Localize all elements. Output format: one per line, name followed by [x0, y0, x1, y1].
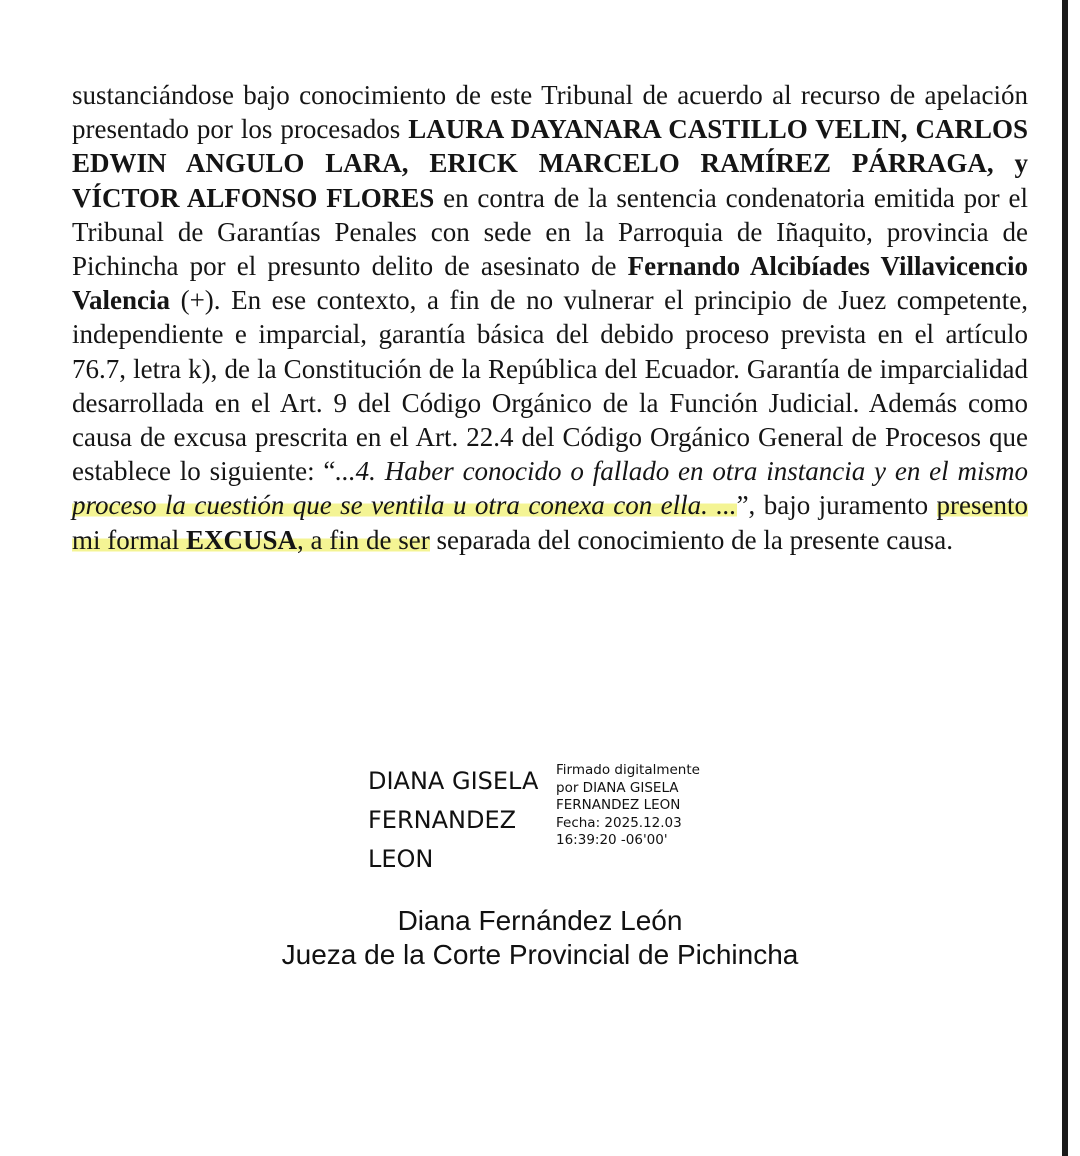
signature-name: [368, 762, 552, 879]
signature-name-line: LEON: [368, 845, 434, 873]
highlight-text-1: presento mi formal: [72, 490, 1028, 555]
signer-block: [200, 904, 880, 972]
victim-name: Fernando Alcibíades Villavicencio Valencia: [72, 251, 1029, 316]
signature-name-line: DIANA GISELA: [368, 767, 539, 795]
signature-name-line: FERNANDEZ: [368, 806, 517, 834]
signature-detail-line: Fecha: 2025.12.03: [556, 814, 682, 831]
signature-detail-line: FERNANDEZ LEON: [556, 797, 681, 813]
page-edge-border: [1062, 0, 1068, 1156]
signer-name: Diana Fernández León: [397, 905, 683, 936]
highlight-text-2: , a fin de ser: [297, 524, 430, 555]
body-text-4: ”, bajo juramento: [736, 490, 937, 521]
signer-title: Jueza de la Corte Provincial de Pichincha: [281, 939, 799, 970]
body-text-1: sustanciándose bajo conocimiento de este Tribunal de acuerdo al recurso de apelación presentado por los procesados: [72, 80, 1028, 145]
body-text-2: en contra de la sentencia condenatoria emitida por el Tribunal de Garantías Penales con sede en la Parroquia de Iñaquito, provincia de Pichincha por el presunto delito de asesinato de: [72, 182, 1028, 282]
body-paragraph: [72, 78, 1028, 557]
accused-names: LAURA DAYANARA CASTILLO VELIN, CARLOS EDWIN ANGULO LARA, ERICK MARCELO RAMÍREZ PÁRRAGA, y VÍCTOR ALFONSO FLORES: [72, 114, 1028, 213]
legal-quote-part-2: proceso la cuestión que se ventila u otra conexa con ella. ...: [72, 490, 737, 521]
excusa-word: EXCUSA: [185, 524, 298, 555]
signature-detail-line: por DIANA GISELA: [556, 779, 679, 796]
signature-detail-line: 16:39:20 -06'00': [556, 832, 668, 848]
legal-quote-part-1: ...4. Haber conocido o fallado en otra instancia y en el mismo: [335, 456, 1028, 487]
digital-signature-block: [368, 762, 788, 882]
body-text-5: separada del conocimiento de la presente causa.: [429, 524, 953, 555]
body-text-3: (+). En ese contexto, a fin de no vulnerar el principio de Juez competente, independiente e imparcial, garantía básica del debido proceso prevista en el artículo 76.7, letra k), de la Constitución de la República del Ecuador. Garantía de imparcialidad desarrollada en el Art. 9 del Código Orgánico de la Función Judicial. Además como causa de excusa prescrita en el Art. 22.4 del Código Orgánico General de Procesos que establece lo siguiente: “: [72, 285, 1028, 487]
signature-detail-line: Firmado digitalmente: [556, 762, 700, 778]
signature-details: [556, 762, 786, 850]
